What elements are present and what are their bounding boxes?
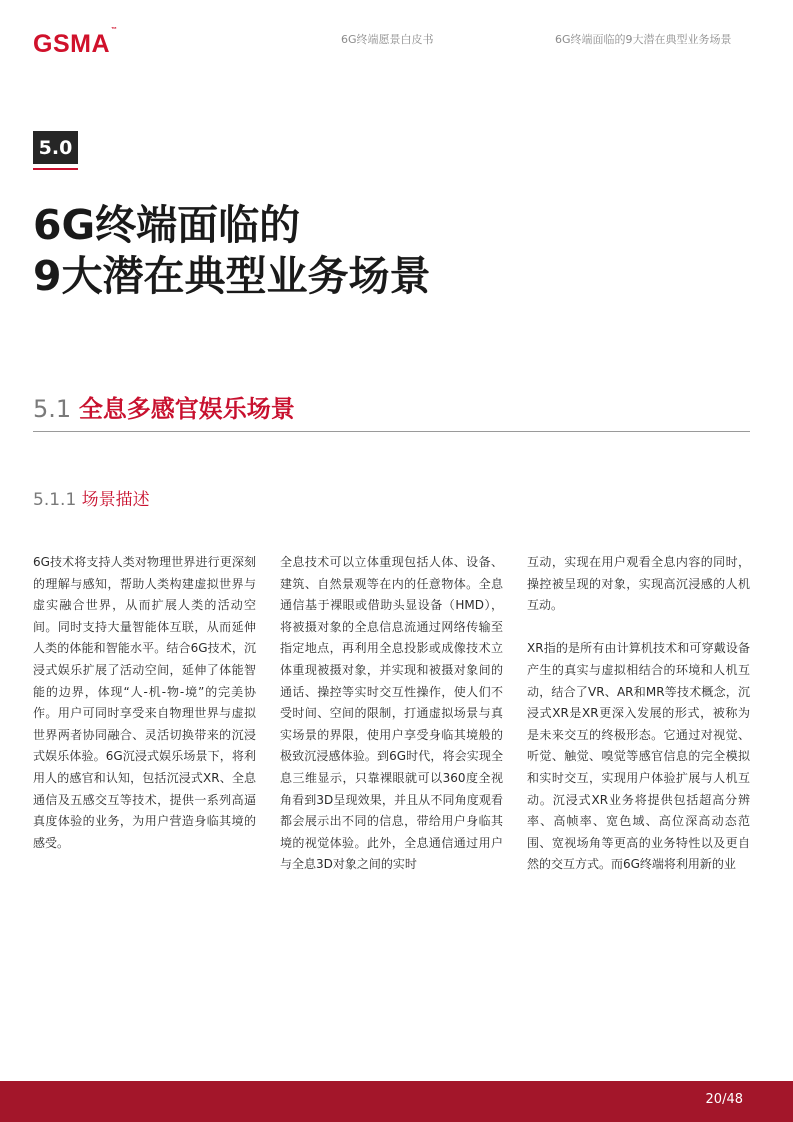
- logo-text: GSMA: [33, 30, 110, 58]
- page-title-line-2: 9大潜在典型业务场景: [33, 252, 431, 300]
- section-number-badge: 5.0: [33, 131, 78, 164]
- page-title: [33, 200, 431, 302]
- header-doc-title: 6G终端愿景白皮书: [341, 33, 434, 46]
- body-column-2: [280, 552, 503, 876]
- body-paragraph: XR指的是所有由计算机技术和可穿戴设备产生的真实与虚拟相结合的环境和人机互动，结合了VR、AR和MR等技术概念，沉浸式XR是XR更深入发展的形式，被称为是未来交互的终极形态。它通过对视觉、听觉、触觉、嗅觉等感官信息的完全模拟和实时交互，实现用户体验扩展与人机互动。沉浸式XR业务将提供包括超高分辨率、高帧率、宽色域、高位深高动态范围、宽视场角等更高的业务特性以及更自然的交互方式。而6G终端将利用新的业: [527, 641, 750, 872]
- body-column-3: [527, 552, 750, 876]
- header-section-title: 6G终端面临的9大潜在典型业务场景: [555, 33, 732, 46]
- body-paragraph: 互动，实现在用户观看全息内容的同时，操控被呈现的对象，实现高沉浸感的人机互动。: [527, 555, 750, 613]
- subsection-title: 全息多感官娱乐场景: [78, 395, 295, 423]
- body-paragraph: 6G技术将支持人类对物理世界进行更深刻的理解与感知，帮助人类构建虚拟世界与虚实融合世界，从而扩展人类的活动空间。同时支持大量智能体互联，从而延伸人类的体能和智能水平。结合6G技术，沉浸式娱乐扩展了活动空间，延伸了体能智能的边界，体现“人-机-物-境”的完美协作。用户可同时享受来自物理世界与虚拟世界两者协同融合、灵活切换带来的沉浸式娱乐体验。6G沉浸式娱乐场景下，将利用人的感官和认知，包括沉浸式XR、全息通信及五感交互等技术，提供一系列高逼真度体验的业务，为用户营造身临其境的感受。: [33, 555, 256, 850]
- footer-bar: [0, 1081, 793, 1122]
- gsma-logo: [33, 26, 118, 59]
- subsection-number: 5.1: [33, 395, 72, 423]
- subsubsection-number: 5.1.1: [33, 490, 77, 510]
- body-column-1: [33, 552, 256, 854]
- page-title-line-1: 6G终端面临的: [33, 201, 301, 249]
- subsubsection-title: 场景描述: [81, 490, 150, 510]
- page-number: 20/48: [705, 1092, 743, 1107]
- section-badge-underline: [33, 168, 78, 170]
- trademark-mark: ™: [111, 26, 118, 33]
- subsection-heading: [33, 389, 295, 424]
- subsection-divider: [33, 431, 750, 432]
- body-paragraph: 全息技术可以立体重现包括人体、设备、建筑、自然景观等在内的任意物体。全息通信基于裸眼或借助头显设备（HMD），将被摄对象的全息信息流通过网络传输至指定地点，再利用全息投影或成像技术立体重现被摄对象，并实现和被摄对象间的通话、操控等实时交互性操作，使人们不受时间、空间的限制，打通虚拟场景与真实场景的界限，使用户享受身临其境般的极致沉浸感体验。到6G时代，将会实现全息三维显示，只靠裸眼就可以360度全视角看到3D呈现效果，并且从不同角度观看都会展示出不同的信息，带给用户身临其境的视觉体验。此外，全息通信通过用户与全息3D对象之间的实时: [280, 555, 503, 872]
- subsubsection-heading: [33, 485, 150, 510]
